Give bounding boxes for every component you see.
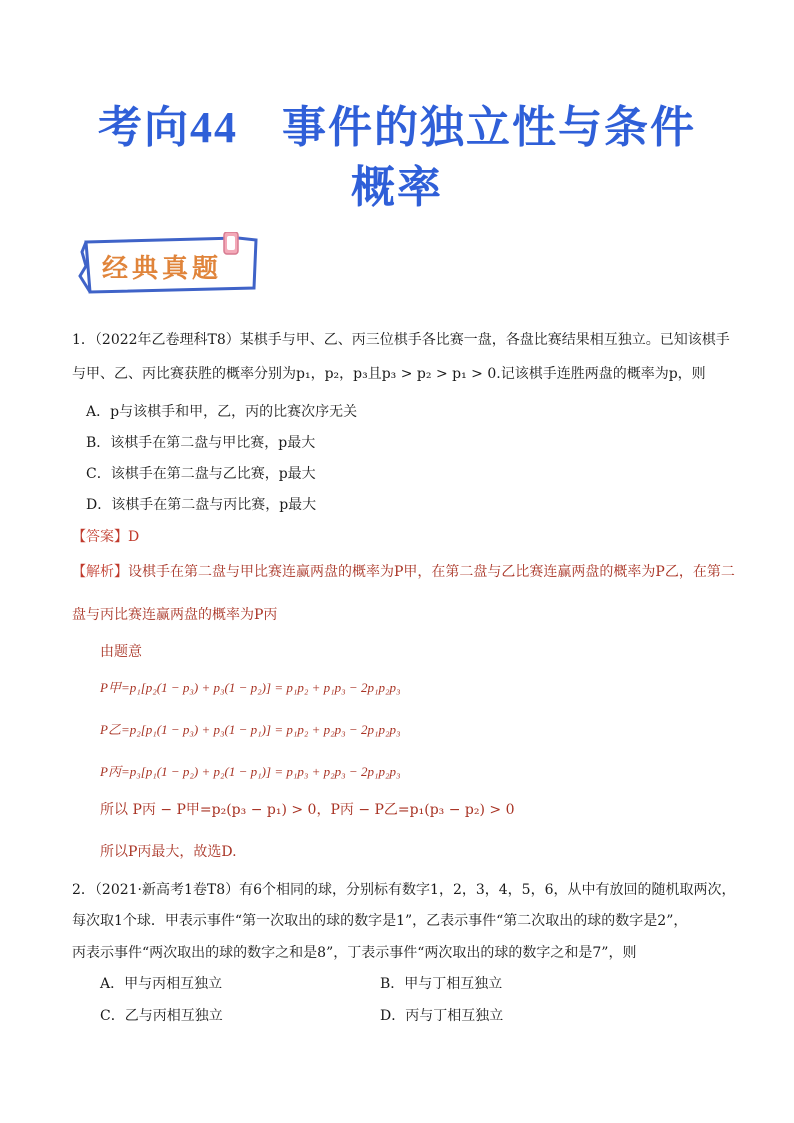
- q2-option-b: B．甲与丁相互独立: [380, 976, 503, 992]
- q1-option-c: C．该棋手在第二盘与乙比赛，p最大: [86, 466, 316, 482]
- q1-stem-line2: 与甲、乙、丙比赛获胜的概率分别为p₁，p₂，p₃且p₃ > p₂ > p₁ > 0.记该棋手连胜两盘的概率为p，则: [72, 366, 706, 382]
- title-number: 44: [190, 103, 238, 152]
- q1-by-meaning: 由题意: [100, 644, 142, 660]
- q1-answer-row: [72, 527, 139, 547]
- q1-equation-2: P乙=p₂[p₁(1 − p₃) + p₃(1 − p₁)] = p₁p₂ + p₂p₃ − 2p₁p₂p₃: [100, 722, 401, 737]
- q1-conclusion-2: 所以P丙最大，故选D.: [100, 844, 237, 860]
- page-title: [60, 98, 734, 218]
- q1-stem-line1: 1．（2022年乙卷理科T8）某棋手与甲、乙、丙三位棋手各比赛一盘，各盘比赛结果相互独立。已知该棋手: [72, 332, 730, 348]
- analysis-text-1: 设棋手在第二盘与甲比赛连赢两盘的概率为P甲，在第二盘与乙比赛连赢两盘的概率为P乙，在第二: [128, 564, 735, 580]
- q1-analysis-line1: [72, 562, 735, 582]
- section-badge: [78, 232, 258, 296]
- analysis-tag: 【解析】: [72, 564, 128, 580]
- q2-stem-line1: 2．（2021·新高考1卷T8）有6个相同的球，分别标有数字1，2，3，4，5，6，从中有放回的随机取两次，: [72, 882, 736, 898]
- page-title-line2: 概率: [351, 162, 443, 213]
- answer-tag: 【答案】: [72, 529, 128, 545]
- q1-option-a: A．p与该棋手和甲，乙，丙的比赛次序无关: [86, 404, 358, 420]
- q1-equation-3: P丙=p₃[p₁(1 − p₂) + p₂(1 − p₁)] = p₁p₃ + p₂p₃ − 2p₁p₂p₃: [100, 764, 401, 779]
- badge-label: 经典真题: [102, 254, 223, 284]
- q1-conclusion-1: 所以 P丙 − P甲=p₂(p₃ − p₁) > 0，P丙 − P乙=p₁(p₃ − p₂) > 0: [100, 802, 515, 818]
- title-rest: 事件的独立性与条件: [282, 102, 696, 153]
- answer-value: D: [128, 529, 140, 545]
- q1-option-b: B．该棋手在第二盘与甲比赛，p最大: [86, 435, 316, 451]
- q2-stem-line3: 丙表示事件“两次取出的球的数字之和是8”，丁表示事件“两次取出的球的数字之和是7”，则: [72, 945, 637, 961]
- q2-option-a: A．甲与丙相互独立: [100, 976, 223, 992]
- page-title-line1: [60, 98, 734, 158]
- q2-stem-line2: 每次取1个球．甲表示事件“第一次取出的球的数字是1”，乙表示事件“第二次取出的球的数字是2”，: [72, 913, 688, 929]
- title-prefix: 考向: [98, 102, 190, 153]
- q2-option-c: C．乙与丙相互独立: [100, 1008, 223, 1024]
- q1-analysis-line2: 盘与丙比赛连赢两盘的概率为P丙: [72, 607, 278, 623]
- q1-option-d: D．该棋手在第二盘与丙比赛，p最大: [86, 497, 317, 513]
- q1-equation-1: P甲=p₁[p₂(1 − p₃) + p₃(1 − p₂)] = p₁p₂ + p₁p₃ − 2p₁p₂p₃: [100, 680, 401, 695]
- q2-option-d: D．丙与丁相互独立: [380, 1008, 504, 1024]
